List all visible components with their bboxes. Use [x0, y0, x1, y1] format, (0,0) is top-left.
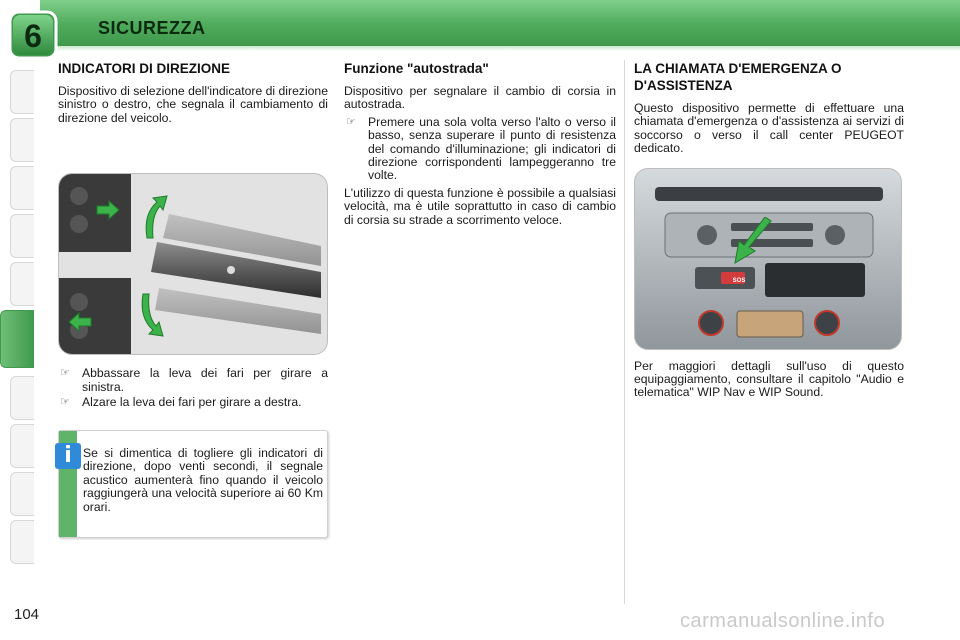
- page-number: 104: [14, 606, 40, 623]
- list-item: ☞ Alzare la leva dei fari per girare a destra.: [60, 395, 302, 410]
- arrow-down-left-icon: [731, 217, 775, 267]
- highway-function-intro: Dispositivo per segnalare il cambio di corsia in autostrada.: [344, 84, 616, 112]
- list-item: ☞ Abbassare la leva dei fari per girare a sinistra.: [60, 366, 328, 394]
- stalk-illustration: [58, 173, 328, 355]
- pointing-hand-icon: ☞: [60, 367, 70, 380]
- column-emergency-call: [634, 60, 904, 400]
- chapter-tab[interactable]: [10, 166, 34, 210]
- chapter-tab[interactable]: [10, 70, 34, 114]
- footer-watermark-url[interactable]: carmanualsonline.info: [680, 610, 886, 632]
- column-direction-indicators: [58, 60, 328, 411]
- emergency-call-outro: Per maggiori dettagli sull'uso di questo equipaggiamento, consultare il capitolo "Audio e telematica" WIP Nav e WIP Sound.: [634, 358, 904, 400]
- column-highway-function: [344, 60, 616, 227]
- arrow-right-icon: [95, 200, 121, 220]
- info-note-box: [58, 430, 328, 538]
- column-divider: [624, 60, 625, 604]
- chapter-tab[interactable]: [10, 472, 34, 516]
- dashboard-illustration: [634, 168, 902, 350]
- pointing-hand-icon: ☞: [60, 396, 70, 409]
- pointing-hand-icon: ☞: [346, 115, 356, 128]
- chapter-tab[interactable]: [10, 214, 34, 258]
- chapter-tab[interactable]: [10, 376, 34, 420]
- sos-button: SOS: [732, 277, 746, 284]
- chapter-number: 6: [24, 18, 42, 54]
- chapter-tab[interactable]: [10, 262, 34, 306]
- chapter-tab[interactable]: [10, 118, 34, 162]
- page-title: SICUREZZA: [98, 18, 206, 38]
- curved-arrow-down-icon: [137, 292, 165, 338]
- highway-function-note: L'utilizzo di questa funzione è possibile a qualsiasi velocità, ma è utile soprattutto in caso di cambio di corsia su strade a scorrimento veloce.: [344, 185, 616, 227]
- chapter-tab[interactable]: [10, 520, 34, 564]
- direction-indicators-intro: Dispositivo di selezione dell'indicatore di direzione sinistro o destro, che segnala il cambiamento di direzione del veicolo.: [58, 84, 328, 125]
- chapter-tab-strip: [0, 60, 36, 580]
- chapter-badge: [4, 6, 62, 64]
- chapter-tab[interactable]: [10, 424, 34, 468]
- info-icon: i: [55, 443, 81, 469]
- emergency-call-intro: Questo dispositivo permette di effettuare una chiamata d'emergenza o d'assistenza ai servizi di soccorso o verso il call center PEUGEOT dedicato.: [634, 101, 904, 156]
- section-heading-highway-function: Funzione "autostrada": [344, 61, 489, 76]
- direction-indicators-steps: [58, 367, 328, 409]
- curved-arrow-up-icon: [141, 194, 169, 240]
- arrow-left-icon: [67, 312, 93, 332]
- info-note-text: Se si dimentica di togliere gli indicatori di direzione, dopo venti secondi, il segnale acustico aumenterà fino quando il veicolo raggiungerà una velocità superiore ai 60 Km orari.: [83, 446, 323, 514]
- list-item: ☞ Premere una sola volta verso l'alto o verso il basso, senza superare il punto di resistenza del comando d'illuminazione; gli indicatori di direzione corrispondenti lampeggeranno tre volte.: [346, 114, 616, 183]
- section-heading-emergency-call: LA CHIAMATA D'EMERGENZA O D'ASSISTENZA: [634, 61, 842, 93]
- header-shadow: [40, 46, 960, 51]
- section-heading-direction-indicators: INDICATORI DI DIREZIONE: [58, 61, 231, 76]
- highway-function-steps: [344, 116, 616, 183]
- chapter-tab-active[interactable]: [0, 310, 34, 368]
